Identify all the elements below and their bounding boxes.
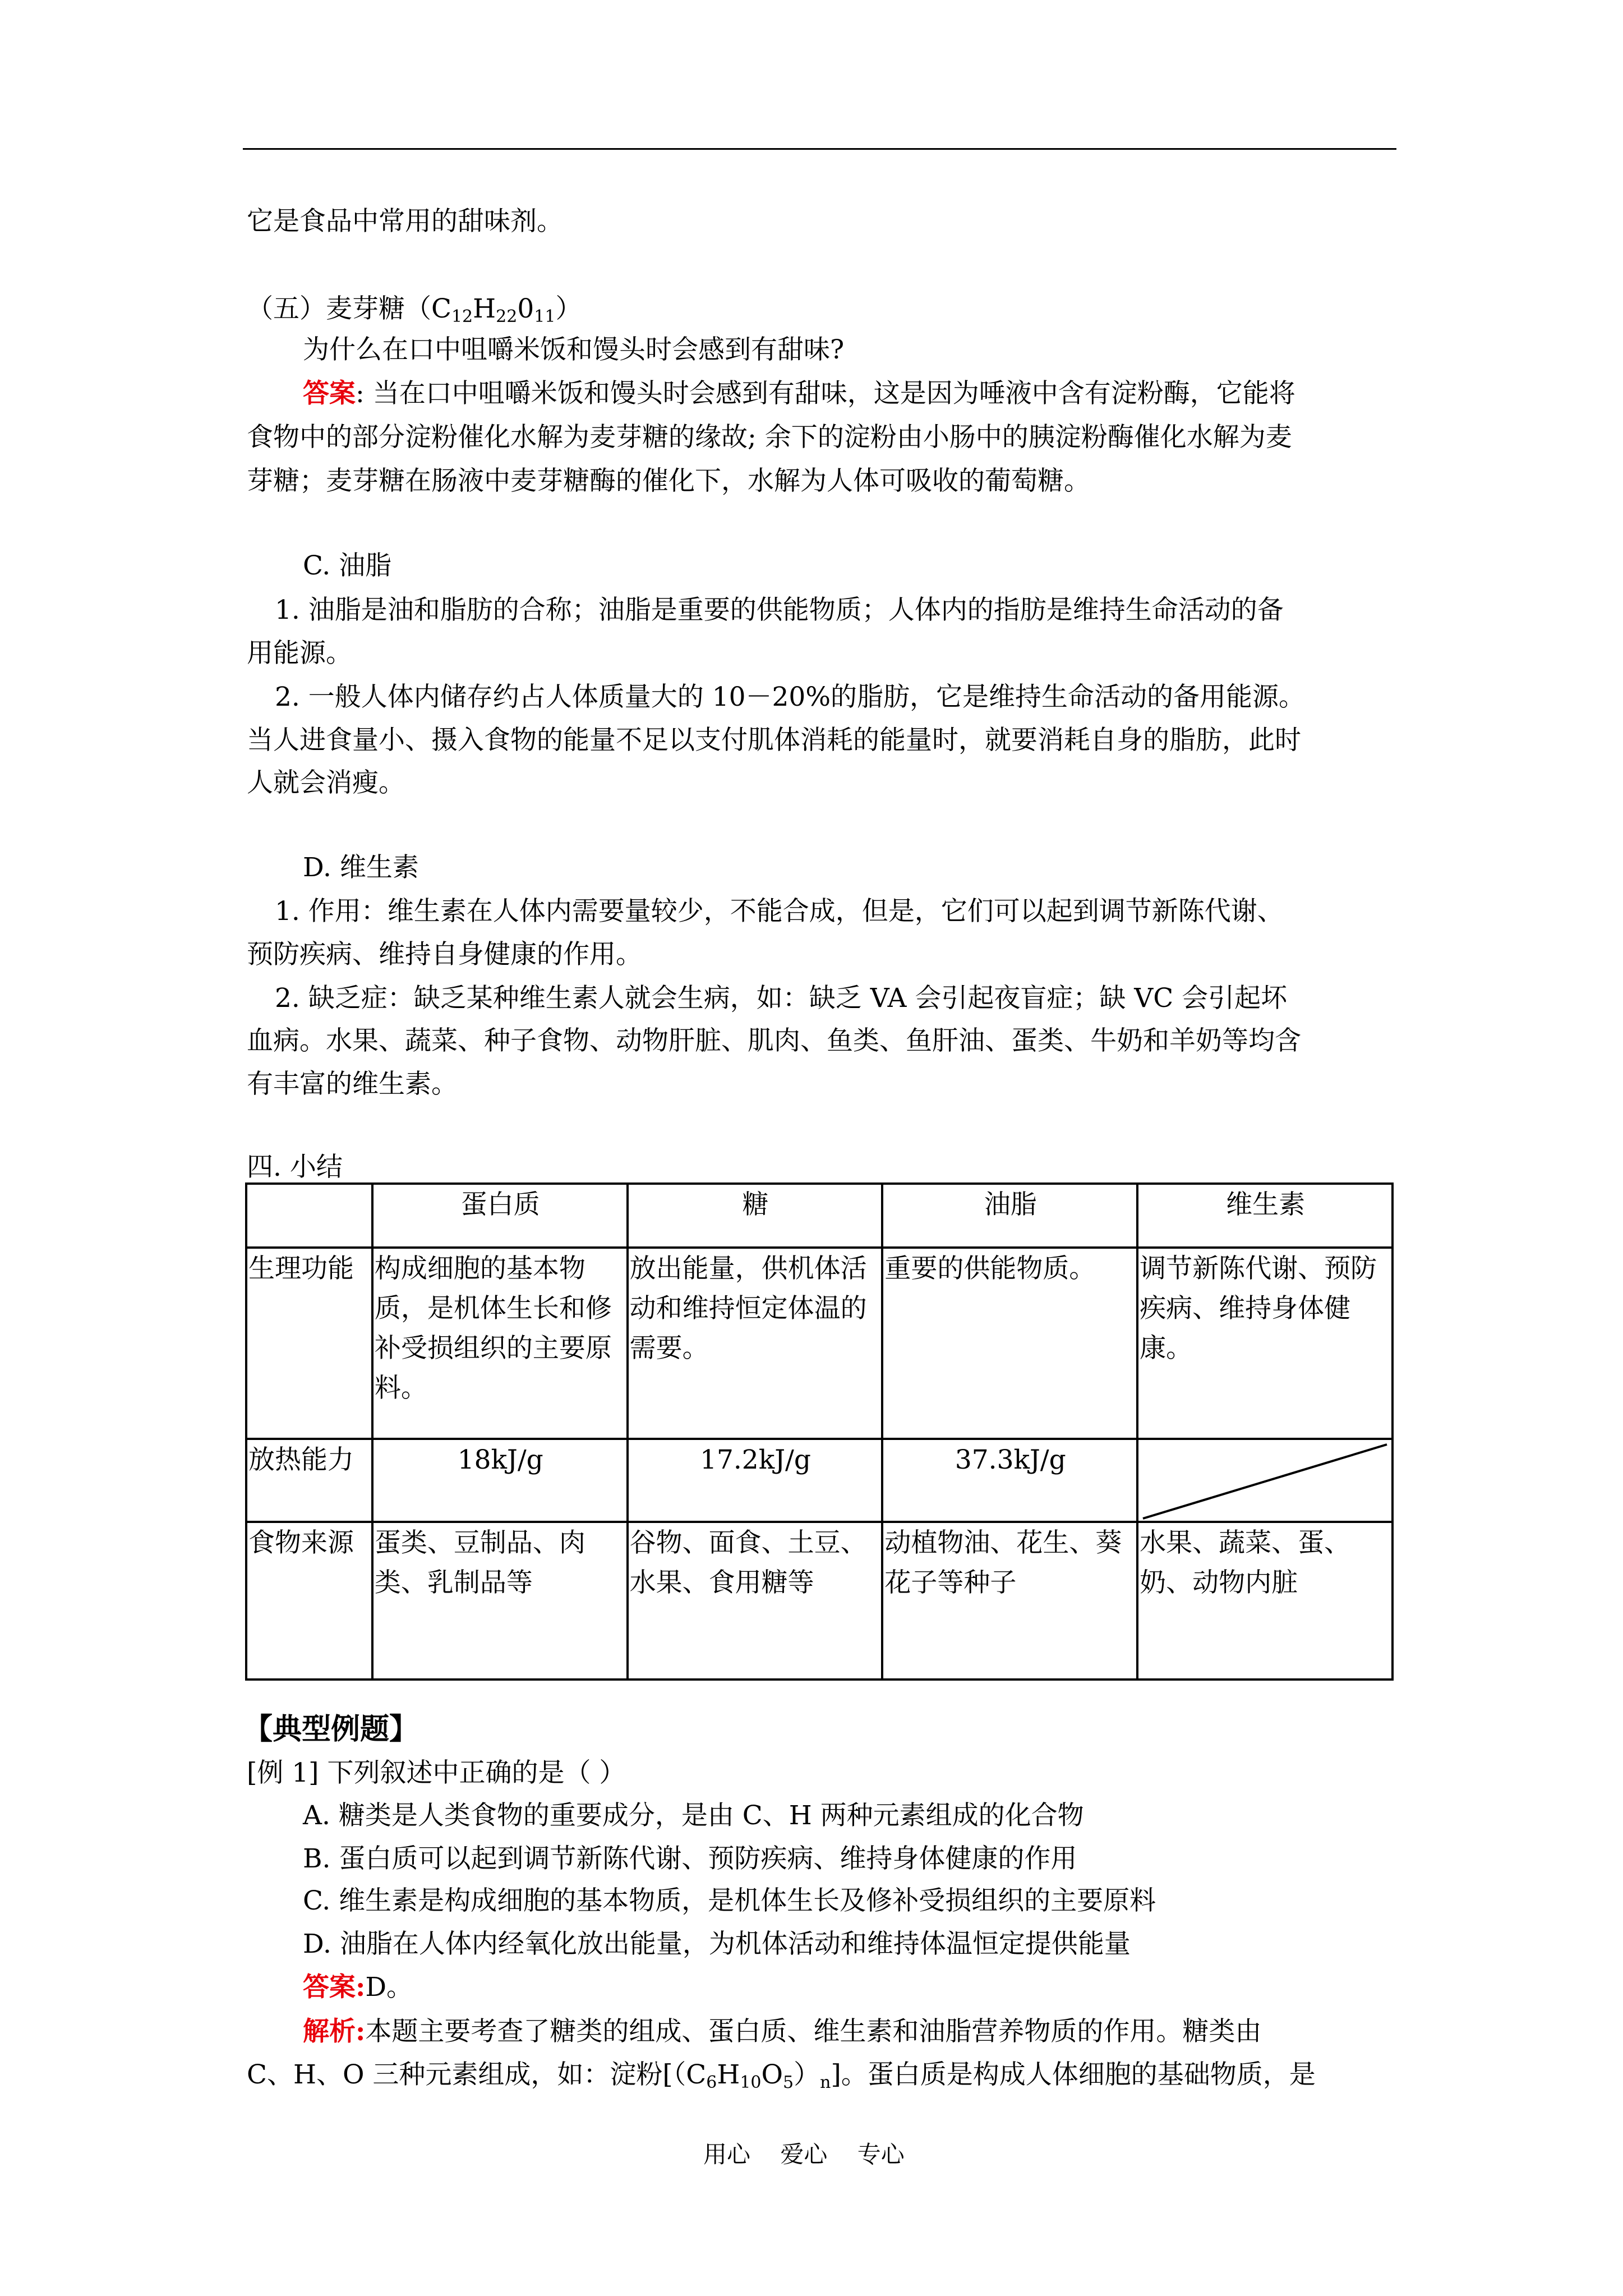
answer-label: 答案 — [303, 378, 356, 409]
example-analysis-line: C、H、O 三种元素组成，如：淀粉$[(C_6H_{10}O_5)_n]$。蛋白质是构成人体细胞的基础物质，是 — [247, 2059, 1316, 2092]
diagonal-line — [1138, 1440, 1393, 1522]
text-line: 它是食品中常用的甜味剂。 — [247, 206, 563, 237]
row-label: 食物来源 — [246, 1522, 372, 1680]
example-option: A. 糖类是人类食物的重要成分，是由 C、H 两种元素组成的化合物 — [303, 1800, 1084, 1831]
example-question: [例 1] 下列叙述中正确的是（ ） — [247, 1757, 626, 1788]
table-cell: 重要的供能物质。 — [882, 1248, 1137, 1439]
table-row — [246, 1439, 1393, 1522]
row-label: 生理功能 — [246, 1248, 372, 1439]
table-cell: 17.2kJ/g — [628, 1439, 883, 1522]
fat-paragraph: 2. 一般人体内储存约占人体质量大的 10－20%的脂肪，它是维持生命活动的备用能源。 — [275, 682, 1305, 712]
row-label: 放热能力 — [246, 1439, 372, 1522]
example-option: D. 油脂在人体内经氧化放出能量，为机体活动和维持体温恒定提供能量 — [303, 1929, 1131, 1959]
fat-paragraph: 用能源。 — [247, 638, 352, 669]
answer-label: 答案: — [303, 1972, 366, 2003]
table-cell-empty-diagonal — [1137, 1439, 1393, 1522]
table-header-cell: 蛋白质 — [372, 1184, 628, 1248]
summary-table — [245, 1182, 1394, 1681]
table-cell: 37.3kJ/g — [882, 1439, 1137, 1522]
vitamin-paragraph: 预防疾病、维持自身健康的作用。 — [247, 939, 642, 970]
table-cell: 18kJ/g — [372, 1439, 628, 1522]
vitamin-paragraph: 有丰富的维生素。 — [247, 1069, 458, 1099]
table-cell: 构成细胞的基本物质，是机体生长和修补受损组织的主要原料。 — [372, 1248, 628, 1439]
table-cell: 动植物油、花生、葵花子等种子 — [882, 1522, 1137, 1680]
table-cell: 谷物、面食、土豆、水果、食用糖等 — [628, 1522, 883, 1680]
examples-title: 【典型例题】 — [243, 1712, 419, 1746]
table-header-cell: 糖 — [628, 1184, 883, 1248]
fat-paragraph: 当人进食量小、摄入食物的能量不足以支付肌体消耗的能量时，就要消耗自身的脂肪，此时 — [247, 725, 1301, 756]
maltose-answer-line: 食物中的部分淀粉催化水解为麦芽糖的缘故; 余下的淀粉由小肠中的胰淀粉酶催化水解为麦 — [247, 422, 1292, 453]
fat-heading: C. 油脂 — [303, 550, 392, 581]
table-cell: 调节新陈代谢、预防疾病、维持身体健康。 — [1137, 1248, 1393, 1439]
analysis-label: 解析: — [303, 2016, 366, 2047]
table-row — [246, 1522, 1393, 1680]
maltose-answer-line: 答案: 当在口中咀嚼米饭和馒头时会感到有甜味，这是因为唾液中含有淀粉酶，它能将 — [303, 378, 1295, 409]
table-cell: 放出能量，供机体活动和维持恒定体温的需要。 — [628, 1248, 883, 1439]
example-option: C. 维生素是构成细胞的基本物质，是机体生长及修补受损组织的主要原料 — [303, 1885, 1156, 1916]
example-answer: 答案:D。 — [303, 1972, 413, 2003]
table-header-row — [246, 1184, 1393, 1248]
maltose-heading: （五）麦芽糖$(C_{12}H_{22}0_{11})$ — [247, 293, 582, 326]
vitamin-heading: D. 维生素 — [303, 852, 419, 883]
example-option: B. 蛋白质可以起到调节新陈代谢、预防疾病、维持身体健康的作用 — [303, 1843, 1077, 1874]
vitamin-paragraph: 血病。水果、蔬菜、种子食物、动物肝脏、肌肉、鱼类、鱼肝油、蛋类、牛奶和羊奶等均含 — [247, 1025, 1301, 1056]
table-header-cell — [246, 1184, 372, 1248]
table-row — [246, 1248, 1393, 1439]
vitamin-paragraph: 2. 缺乏症：缺乏某种维生素人就会生病，如：缺乏 VA 会引起夜盲症；缺 VC 会引起坏 — [275, 983, 1288, 1014]
vitamin-paragraph: 1. 作用：维生素在人体内需要量较少，不能合成，但是，它们可以起到调节新陈代谢、 — [275, 896, 1284, 927]
fat-paragraph: 1. 油脂是油和脂肪的合称；油脂是重要的供能物质；人体内的指肪是维持生命活动的备 — [275, 595, 1284, 625]
table-cell: 水果、蔬菜、蛋、奶、动物内脏 — [1137, 1522, 1393, 1680]
maltose-answer-line: 芽糖；麦芽糖在肠液中麦芽糖酶的催化下，水解为人体可吸收的葡萄糖。 — [247, 466, 1090, 496]
table-header-cell: 维生素 — [1137, 1184, 1393, 1248]
fat-paragraph: 人就会消瘦。 — [247, 767, 405, 798]
example-analysis-line: 解析:本题主要考查了糖类的组成、蛋白质、维生素和油脂营养物质的作用。糖类由 — [303, 2016, 1262, 2047]
page-footer: 用心 爱心 专心 — [703, 2141, 905, 2168]
table-header-cell: 油脂 — [882, 1184, 1137, 1248]
table-cell: 蛋类、豆制品、肉类、乳制品等 — [372, 1522, 628, 1680]
maltose-question: 为什么在口中咀嚼米饭和馒头时会感到有甜味? — [303, 334, 845, 365]
header-rule — [243, 148, 1396, 150]
summary-heading: 四. 小结 — [247, 1152, 343, 1182]
